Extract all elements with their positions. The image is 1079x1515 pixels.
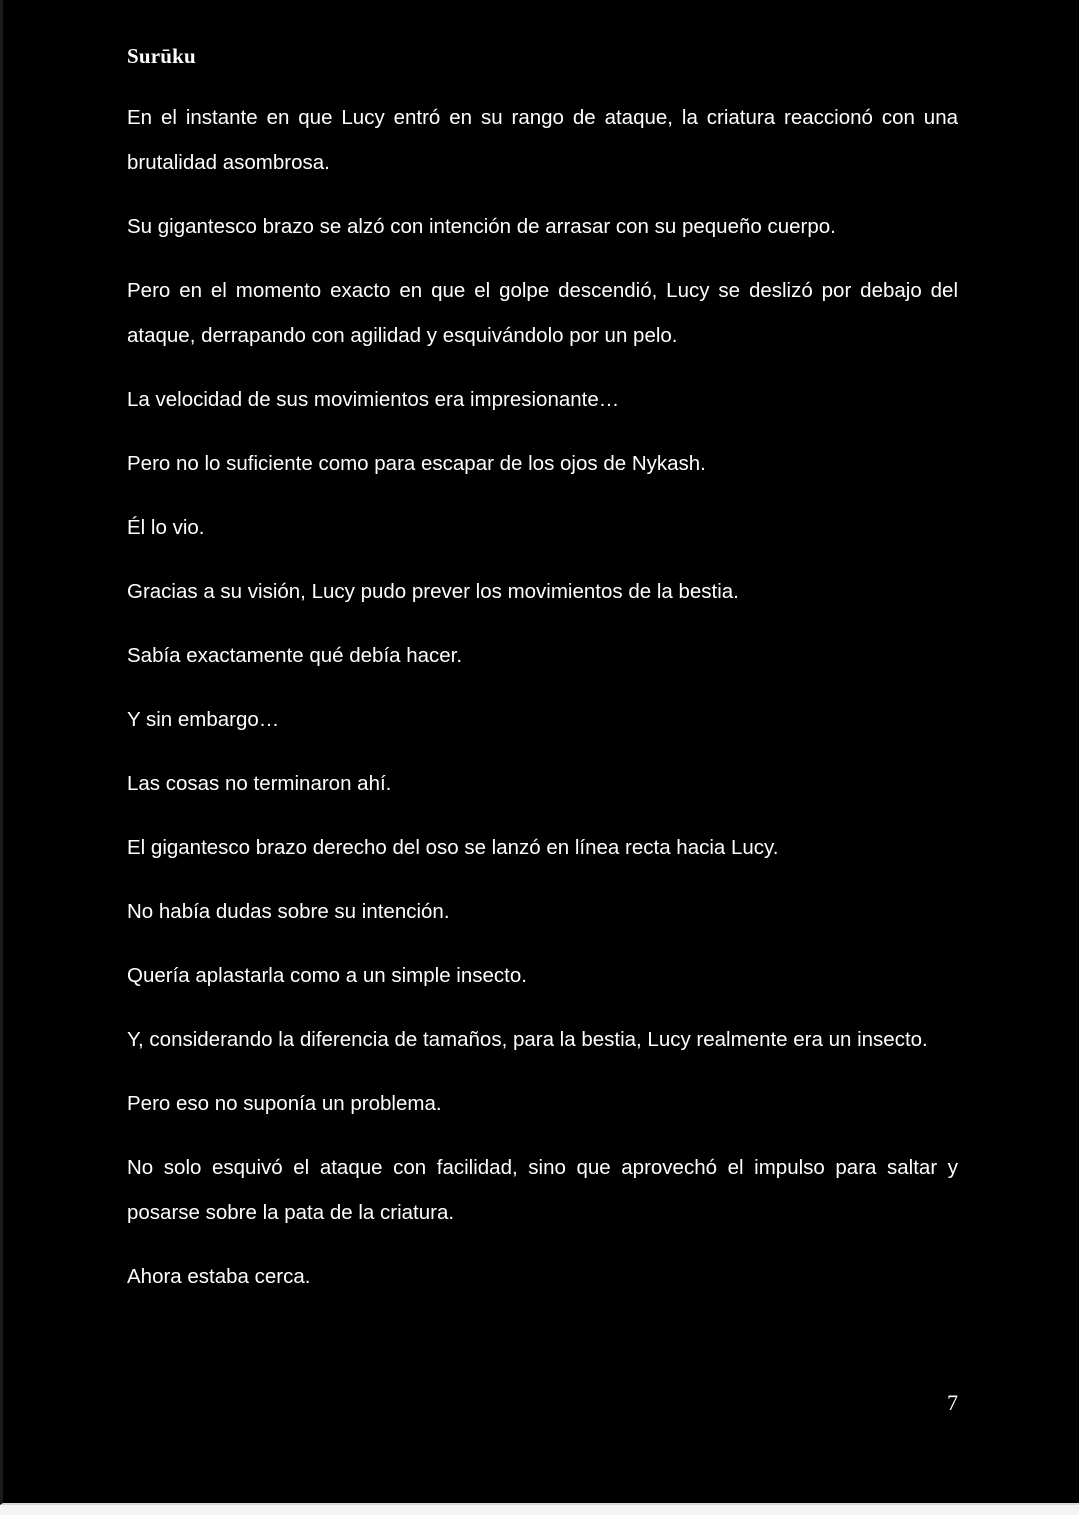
paragraph: El gigantesco brazo derecho del oso se lanzó en línea recta hacia Lucy. xyxy=(127,836,779,859)
paragraph: Su gigantesco brazo se alzó con intención de arrasar con su pequeño cuerpo. xyxy=(127,215,836,238)
paragraph: Quería aplastarla como a un simple insecto. xyxy=(127,964,527,987)
paragraph: La velocidad de sus movimientos era impresionante… xyxy=(127,388,620,411)
paragraph: Sabía exactamente qué debía hacer. xyxy=(127,644,463,667)
paragraph: En el instante en que Lucy entró en su rango de ataque, la criatura reaccionó con una brutalidad asombrosa. xyxy=(127,106,958,174)
paragraph: Las cosas no terminaron ahí. xyxy=(127,772,392,795)
paragraph: Y, considerando la diferencia de tamaños, para la bestia, Lucy realmente era un insecto. xyxy=(127,1028,928,1051)
body-text xyxy=(127,95,958,1299)
paragraph: No solo esquivó el ataque con facilidad, sino que aprovechó el impulso para saltar y posarse sobre la pata de la criatura. xyxy=(127,1156,958,1224)
paragraph: Pero en el momento exacto en que el golpe descendió, Lucy se deslizó por debajo del ataque, derrapando con agilidad y esquivándolo por un pelo. xyxy=(127,279,958,347)
page-content-column xyxy=(127,0,958,1503)
paragraph: Gracias a su visión, Lucy pudo prever los movimientos de la bestia. xyxy=(127,580,739,603)
chapter-title: Surūku xyxy=(127,44,196,68)
paragraph: Pero no lo suficiente como para escapar de los ojos de Nykash. xyxy=(127,452,706,475)
paragraph: Y sin embargo… xyxy=(127,708,280,731)
paragraph: Ahora estaba cerca. xyxy=(127,1265,311,1288)
paragraph: Él lo vio. xyxy=(127,516,205,539)
paragraph: Pero eso no suponía un problema. xyxy=(127,1092,442,1115)
page-number: 7 xyxy=(947,1390,958,1415)
paragraph: No había dudas sobre su intención. xyxy=(127,900,450,923)
